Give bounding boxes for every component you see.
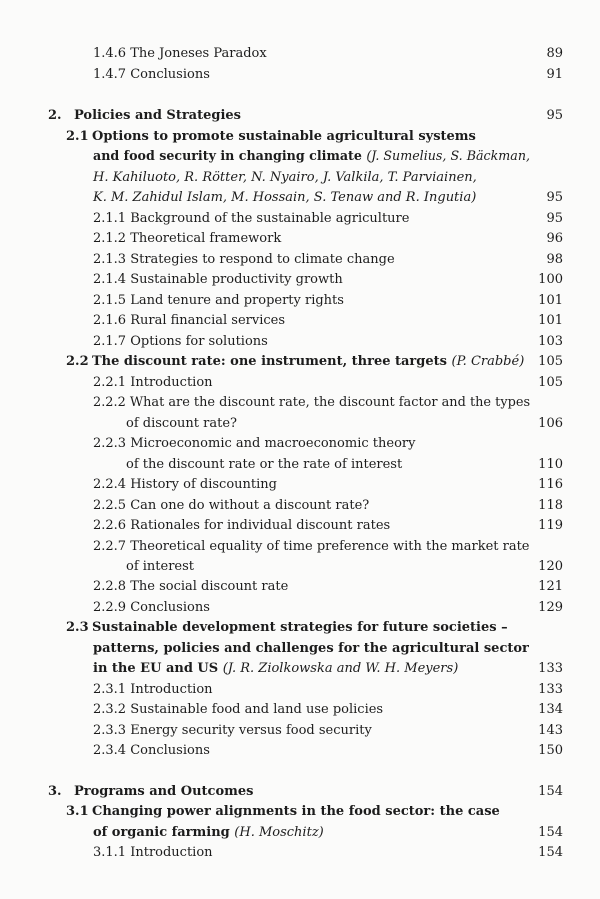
chapter-title: Policies and Strategies xyxy=(74,108,241,123)
page-number: 134 xyxy=(538,702,563,717)
page-number: 154 xyxy=(538,825,563,840)
section-title-line2 xyxy=(93,824,324,842)
toc-entry-2-1-6: 2.1.6 Rural financial services xyxy=(93,313,285,328)
page-number: 89 xyxy=(546,46,563,61)
section-title-line2: patterns, policies and challenges for the agricultural sector xyxy=(93,641,529,656)
toc-entry-2-1-2: 2.1.2 Theoretical framework xyxy=(93,231,282,246)
section-title: Options to promote sustainable agricultural systems xyxy=(92,129,476,144)
page-number: 101 xyxy=(538,293,563,308)
section-number: 2.1 xyxy=(66,129,89,144)
toc-entry-1-4-6: 1.4.6 The Joneses Paradox xyxy=(93,46,267,61)
toc-entry-2-2-9: 2.2.9 Conclusions xyxy=(93,600,210,615)
page-number: 96 xyxy=(546,231,563,246)
toc-entry-2-2-1: 2.2.1 Introduction xyxy=(93,375,213,390)
page-number: 98 xyxy=(546,252,563,267)
page-number: 100 xyxy=(538,272,563,287)
toc-entry-2-1-5: 2.1.5 Land tenure and property rights xyxy=(93,293,344,308)
toc-entry-2-2-8: 2.2.8 The social discount rate xyxy=(93,579,289,594)
page-number: 106 xyxy=(538,416,563,431)
section-authors: (J. Sumelius, S. Bäckman, xyxy=(366,149,530,164)
section-title-cont: and food security in changing climate xyxy=(93,149,362,164)
chapter-number: 2. xyxy=(48,108,62,123)
section-title: Sustainable development strategies for future societies – xyxy=(92,620,508,635)
page-number: 105 xyxy=(538,354,563,369)
page-number: 95 xyxy=(546,190,563,205)
section-authors: (P. Crabbé) xyxy=(451,354,525,369)
page-number: 110 xyxy=(538,457,563,472)
chapter-heading-2 xyxy=(48,107,241,125)
toc-entry-2-3-3: 2.3.3 Energy security versus food security xyxy=(93,723,372,738)
section-heading-2-1-line2 xyxy=(93,148,530,166)
section-title-line3 xyxy=(93,660,458,678)
toc-entry-2-2-2-cont: of discount rate? xyxy=(126,416,237,431)
page-number: 120 xyxy=(538,559,563,574)
toc-entry-2-2-7: 2.2.7 Theoretical equality of time preference with the market rate xyxy=(93,539,530,554)
page-number: 91 xyxy=(546,67,563,82)
page-number: 103 xyxy=(538,334,563,349)
toc-entry-2-1-1: 2.1.1 Background of the sustainable agriculture xyxy=(93,211,410,226)
page-number: 121 xyxy=(538,579,563,594)
toc-entry-2-2-7-cont: of interest xyxy=(126,559,195,574)
toc-entry-2-2-6: 2.2.6 Rationales for individual discount rates xyxy=(93,518,391,533)
page-number: 133 xyxy=(538,682,563,697)
section-title: Changing power alignments in the food sector: the case xyxy=(92,804,500,819)
toc-entry-3-1-1: 3.1.1 Introduction xyxy=(93,845,213,860)
page-number: 101 xyxy=(538,313,563,328)
chapter-title: Programs and Outcomes xyxy=(74,784,254,799)
page-number: 143 xyxy=(538,723,563,738)
section-heading-2-2 xyxy=(66,353,524,371)
page-number: 154 xyxy=(538,784,563,799)
page-number: 119 xyxy=(538,518,563,533)
toc-entry-2-1-4: 2.1.4 Sustainable productivity growth xyxy=(93,272,343,287)
toc-entry-2-3-1: 2.3.1 Introduction xyxy=(93,682,213,697)
toc-entry-2-2-4: 2.2.4 History of discounting xyxy=(93,477,277,492)
toc-entry-2-1-7: 2.1.7 Options for solutions xyxy=(93,334,268,349)
section-number: 2.3 xyxy=(66,620,89,635)
toc-entry-1-4-7: 1.4.7 Conclusions xyxy=(93,67,210,82)
section-title-cont: in the EU and US xyxy=(93,661,219,676)
chapter-heading-3 xyxy=(48,783,253,801)
page-number: 95 xyxy=(546,108,563,123)
toc-entry-2-2-2: 2.2.2 What are the discount rate, the discount factor and the types xyxy=(93,395,531,410)
page-number: 95 xyxy=(546,211,563,226)
section-authors-line3: H. Kahiluoto, R. Rötter, N. Nyairo, J. Valkila, T. Parviainen, xyxy=(93,170,477,185)
section-number: 2.2 xyxy=(66,354,89,369)
page-number: 129 xyxy=(538,600,563,615)
section-number: 3.1 xyxy=(66,804,89,819)
page-number: 118 xyxy=(538,498,563,513)
page-number: 154 xyxy=(538,845,563,860)
toc-entry-2-3-4: 2.3.4 Conclusions xyxy=(93,743,210,758)
page-number: 133 xyxy=(538,661,563,676)
toc-entry-2-2-3: 2.2.3 Microeconomic and macroeconomic theory xyxy=(93,436,416,451)
section-title-cont: of organic farming xyxy=(93,825,230,840)
section-title: The discount rate: one instrument, three targets xyxy=(92,354,447,369)
page-number: 150 xyxy=(538,743,563,758)
section-authors: (J. R. Ziolkowska and W. H. Meyers) xyxy=(222,661,459,676)
section-authors: (H. Moschitz) xyxy=(234,825,324,840)
toc-entry-2-2-3-cont: of the discount rate or the rate of interest xyxy=(126,457,403,472)
toc-entry-2-1-3: 2.1.3 Strategies to respond to climate change xyxy=(93,252,395,267)
section-heading-3-1 xyxy=(66,803,500,821)
chapter-number: 3. xyxy=(48,784,62,799)
page-number: 116 xyxy=(538,477,563,492)
toc-entry-2-3-2: 2.3.2 Sustainable food and land use policies xyxy=(93,702,384,717)
section-heading-2-3 xyxy=(66,619,508,637)
page-number: 105 xyxy=(538,375,563,390)
toc-entry-2-2-5: 2.2.5 Can one do without a discount rate? xyxy=(93,498,370,513)
section-heading-2-1 xyxy=(66,128,476,146)
section-authors-line4: K. M. Zahidul Islam, M. Hossain, S. Tenaw and R. Ingutia) xyxy=(93,190,477,205)
